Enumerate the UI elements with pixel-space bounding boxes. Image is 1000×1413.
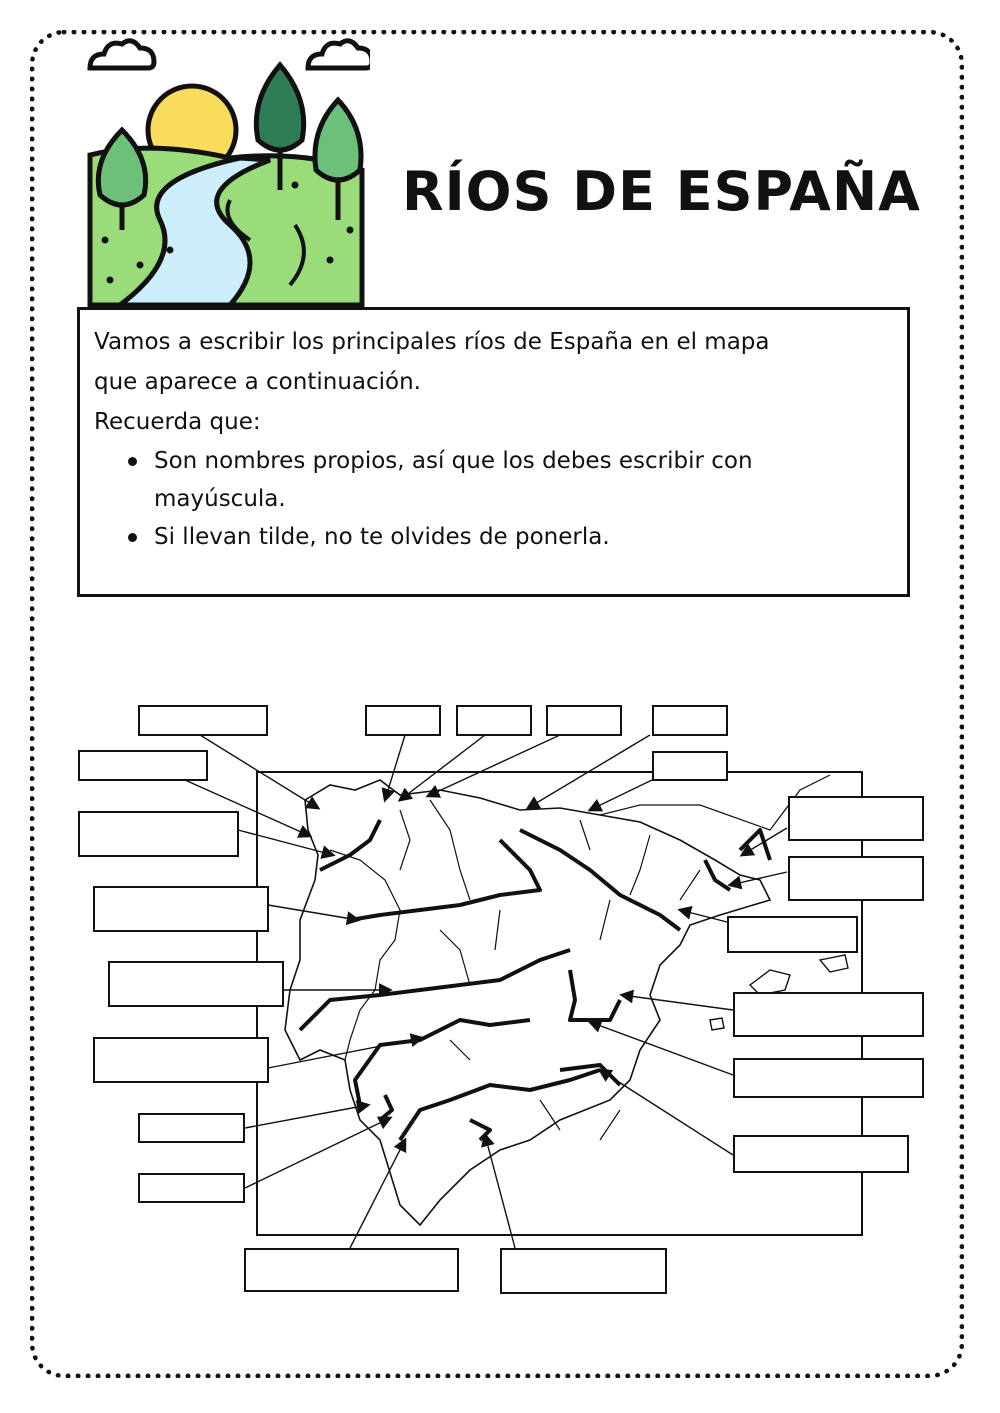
river-label-box[interactable] bbox=[138, 1173, 245, 1203]
reminder-text: Son nombres propios, así que los debes escribir con bbox=[154, 448, 753, 474]
river-label-box[interactable] bbox=[93, 1037, 269, 1083]
river-label-box[interactable] bbox=[456, 705, 532, 736]
river-label-box[interactable] bbox=[652, 751, 728, 781]
river-label-box[interactable] bbox=[93, 886, 269, 932]
river-label-box[interactable] bbox=[788, 856, 924, 901]
river-label-box[interactable] bbox=[788, 796, 924, 841]
reminder-text: mayúscula. bbox=[154, 486, 286, 512]
river-label-box[interactable] bbox=[138, 1113, 245, 1143]
river-label-box[interactable] bbox=[138, 705, 268, 736]
page-title: RÍOS DE ESPAÑA bbox=[402, 160, 921, 223]
river-label-box[interactable] bbox=[652, 705, 728, 736]
river-label-box[interactable] bbox=[78, 811, 239, 857]
cloud-icon bbox=[90, 41, 154, 68]
river-label-box[interactable] bbox=[244, 1248, 459, 1292]
list-item bbox=[94, 518, 893, 556]
landscape-illustration bbox=[80, 30, 370, 310]
river-label-box[interactable] bbox=[733, 1058, 924, 1098]
list-item bbox=[94, 442, 893, 518]
river-label-box[interactable] bbox=[365, 705, 441, 736]
river-label-box[interactable] bbox=[733, 992, 924, 1037]
river-label-box[interactable] bbox=[546, 705, 622, 736]
river-label-box[interactable] bbox=[727, 916, 858, 953]
reminder-text: Si llevan tilde, no te olvides de ponerla. bbox=[154, 524, 610, 550]
instruction-text: que aparece a continuación. bbox=[94, 369, 421, 395]
river-label-box[interactable] bbox=[78, 750, 208, 781]
river-label-box[interactable] bbox=[733, 1135, 909, 1173]
instruction-text: Vamos a escribir los principales ríos de España en el mapa bbox=[94, 329, 770, 355]
reminder-list bbox=[94, 442, 893, 556]
cloud-icon bbox=[308, 41, 370, 68]
instruction-text: Recuerda que: bbox=[94, 409, 261, 435]
river-label-box[interactable] bbox=[108, 961, 284, 1007]
instructions-box bbox=[77, 307, 910, 597]
river-label-box[interactable] bbox=[500, 1248, 667, 1294]
